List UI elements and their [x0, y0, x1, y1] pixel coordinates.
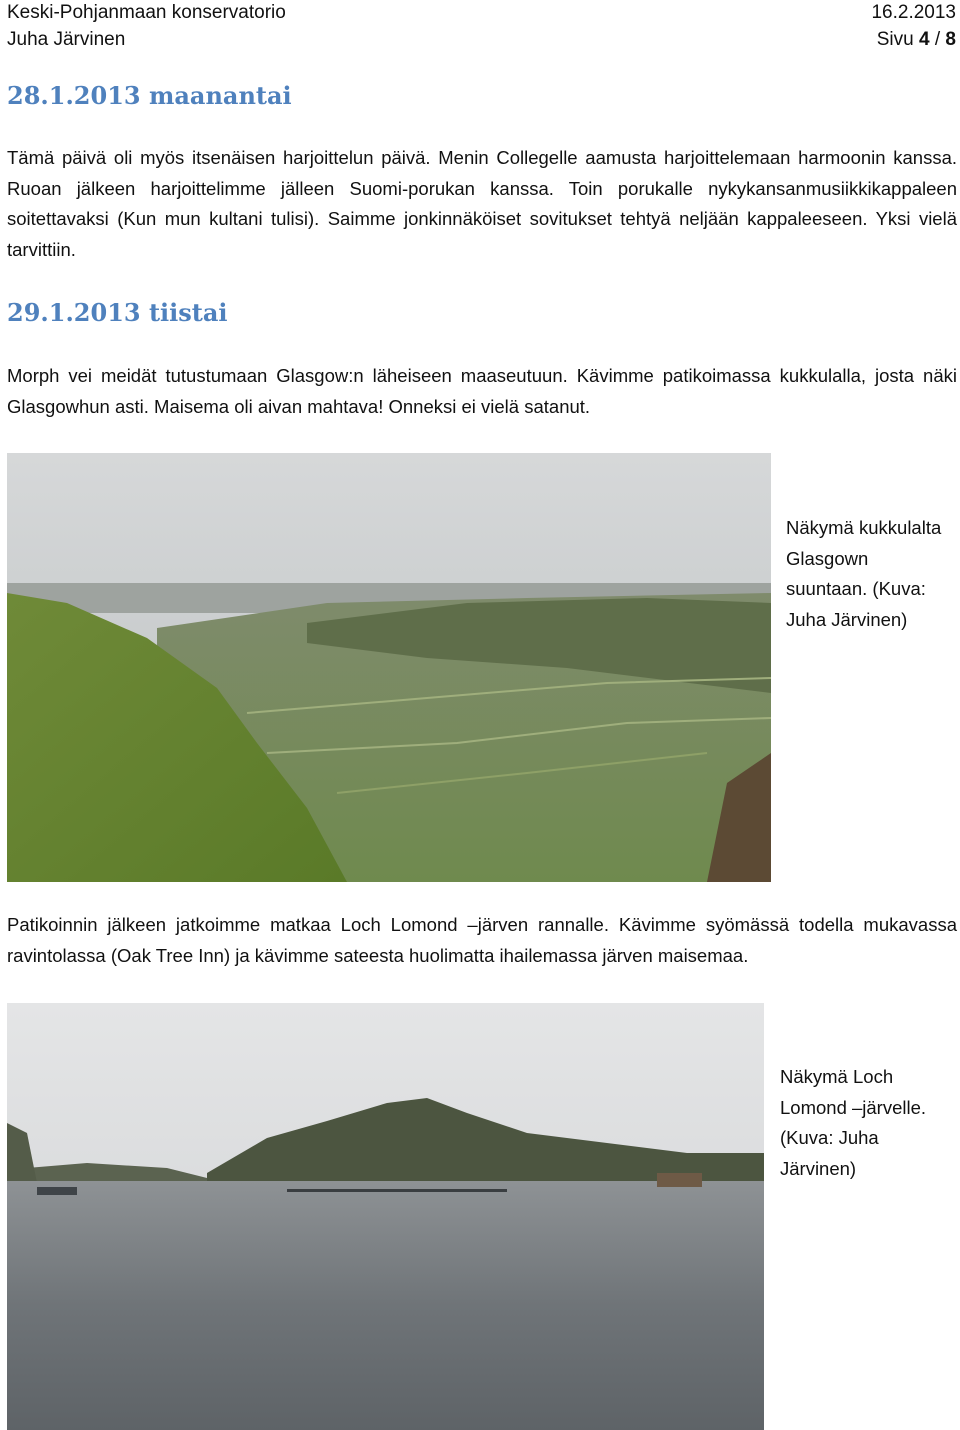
caption-1-line-4: Juha Järvinen) — [786, 608, 908, 630]
page-total: 8 — [945, 29, 956, 50]
photo-caption-1 — [786, 513, 941, 635]
page-current: 4 — [919, 29, 930, 50]
caption-1-line-3: suuntaan. (Kuva: — [786, 578, 926, 599]
caption-2-line-3: (Kuva: Juha — [780, 1127, 879, 1148]
entry-text-3: Patikoinnin jälkeen jatkoimme matkaa Loch Lomond –järven rannalle. Kävimme syömässä todella mukavassa ravintolassa (Oak Tree Inn) ja kävimme sateesta huolimatta ihailemassa järven maisemaa. — [7, 914, 957, 966]
entry-text-2: Morph vei meidät tutustumaan Glasgow:n läheiseen maaseutuun. Kävimme patikoimassa kukkulalla, josta näki Glasgowhun asti. Maisema oli aivan mahtava! Onneksi ei vielä satanut. — [7, 365, 957, 417]
caption-2-line-2: Lomond –järvelle. — [780, 1096, 927, 1118]
photo-loch-lomond — [7, 1003, 764, 1430]
photo-glasgow-hill-view — [7, 453, 771, 882]
header-page-number — [877, 29, 956, 51]
header-author: Juha Järvinen — [7, 29, 126, 50]
caption-2-line-4: Järvinen) — [780, 1157, 857, 1179]
entry-heading-1: 28.1.2013 maanantai — [7, 81, 292, 110]
entry-heading-2: 29.1.2013 tiistai — [7, 298, 228, 327]
entry-text-1: Tämä päivä oli myös itsenäisen harjoittelun päivä. Menin Collegelle aamusta harjoittelemaan harmoonin kanssa. Ruoan jälkeen harjoittelimme jälleen Suomi-porukan kanssa. Toin porukalle nykykansanmusiikkikappaleen soitettavaksi (Kun mun kultani tulisi). Saimme jonkinnäköiset sovitukset tehtyä neljään kappaleeseen. Yksi vielä tarvittiin. — [7, 147, 957, 260]
header-organization: Keski-Pohjanmaan konservatorio — [7, 2, 286, 23]
page-separator: / — [934, 29, 941, 50]
photo-caption-2 — [780, 1062, 926, 1184]
caption-1-line-1: Näkymä kukkulalta — [786, 517, 942, 538]
page-label: Sivu — [876, 29, 914, 50]
header-date: 16.2.2013 — [871, 2, 956, 23]
caption-2-line-1: Näkymä Loch — [780, 1066, 894, 1087]
caption-1-line-2: Glasgown — [786, 547, 869, 569]
